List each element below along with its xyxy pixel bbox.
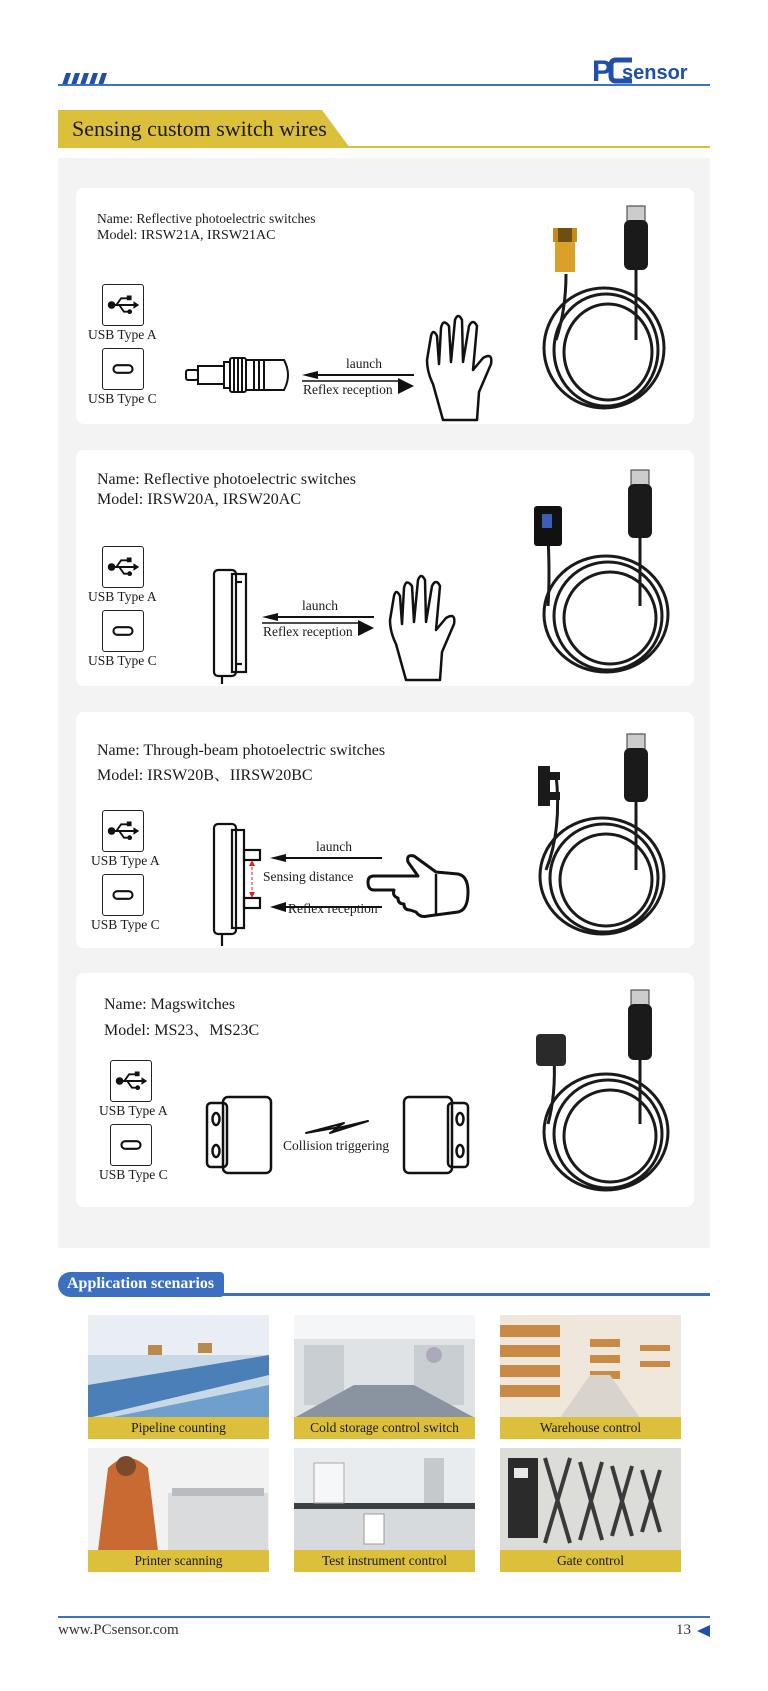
launch-label: launch (316, 839, 352, 854)
scenario-photo (294, 1315, 475, 1418)
scenario-photo (88, 1315, 269, 1418)
scenario-photo (500, 1315, 681, 1418)
usb-type-a-icon (102, 546, 144, 588)
hand-icon (425, 312, 497, 424)
product-cable-image (532, 984, 682, 1196)
card-name: Name: Through-beam photoelectric switches (97, 742, 386, 759)
card-name: Name: Reflective photoelectric switches (97, 211, 316, 226)
reflex-label: Reflex reception (303, 382, 393, 397)
card-model: Model: IRSW21A, IRSW21AC (97, 228, 276, 243)
usb-type-c-label: USB Type C (88, 391, 157, 406)
usb-type-a-icon (102, 284, 144, 326)
application-scenarios-title: Application scenarios (67, 1275, 215, 1292)
sensing-distance-label: Sensing distance (263, 869, 354, 884)
scenario-printer-scanning (88, 1448, 269, 1572)
pointing-hand-icon (366, 852, 470, 924)
page-number: 13 (676, 1622, 691, 1638)
magswitch-left-drawing (205, 1095, 275, 1175)
svg-text:P: P (592, 55, 613, 88)
usb-type-a-icon (110, 1060, 152, 1102)
collision-label: Collision triggering (283, 1138, 390, 1153)
usb-type-c-icon (110, 1124, 152, 1166)
card-model: Model: IRSW20B、IIRSW20BC (97, 767, 313, 784)
usb-type-c-icon (102, 610, 144, 652)
usb-type-c-icon (102, 348, 144, 390)
scenario-gate-control (500, 1448, 681, 1572)
scenario-warehouse (500, 1315, 681, 1439)
scenario-photo (294, 1448, 475, 1551)
footer-rule (58, 1616, 710, 1618)
scenario-caption: Gate control (500, 1550, 681, 1572)
card-model: Model: IRSW20A, IRSW20AC (97, 491, 301, 508)
through-beam-sensor-drawing (210, 822, 266, 950)
section-title: Sensing custom switch wires (72, 116, 327, 141)
flat-sensor-drawing (210, 568, 250, 686)
footer-url[interactable]: www.PCsensor.com (58, 1622, 179, 1638)
collision-spark-icon (304, 1117, 370, 1137)
scenario-caption: Warehouse control (500, 1417, 681, 1439)
scenario-caption: Test instrument control (294, 1550, 475, 1572)
usb-type-c-icon (102, 874, 144, 916)
product-cable-image (530, 466, 680, 676)
usb-type-a-label: USB Type A (88, 589, 157, 604)
usb-type-c-label: USB Type C (88, 653, 157, 668)
scenario-caption: Printer scanning (88, 1550, 269, 1572)
reflex-label: Reflex reception (263, 624, 353, 639)
usb-type-a-icon (102, 810, 144, 852)
application-rule (210, 1293, 710, 1296)
launch-label: launch (302, 598, 338, 613)
scenario-caption: Pipeline counting (88, 1417, 269, 1439)
pcsensor-logo (592, 54, 712, 88)
launch-label: launch (346, 356, 382, 371)
card-model: Model: MS23、MS23C (104, 1022, 260, 1039)
svg-text:sensor: sensor (622, 62, 688, 84)
cylinder-sensor-drawing (184, 354, 296, 396)
title-rule (340, 146, 710, 148)
card-name: Name: Magswitches (104, 996, 236, 1013)
scenario-pipeline-counting (88, 1315, 269, 1439)
usb-type-c-label: USB Type C (99, 1167, 168, 1182)
usb-type-a-label: USB Type A (99, 1103, 168, 1118)
reflex-label: Reflex reception (288, 901, 378, 916)
scenario-photo (88, 1448, 269, 1551)
card-name: Name: Reflective photoelectric switches (97, 471, 357, 488)
page-marker-icon (697, 1625, 710, 1637)
scenario-caption: Cold storage control switch (294, 1417, 475, 1439)
usb-type-c-label: USB Type C (91, 917, 160, 932)
scenario-photo (500, 1448, 681, 1551)
scenario-test-instrument (294, 1448, 475, 1572)
product-cable-image (536, 200, 676, 412)
magswitch-right-drawing (402, 1095, 472, 1175)
usb-type-a-label: USB Type A (91, 853, 160, 868)
usb-type-a-label: USB Type A (88, 327, 157, 342)
hand-icon (388, 572, 460, 684)
product-cable-image (532, 730, 682, 940)
scenario-cold-storage (294, 1315, 475, 1439)
